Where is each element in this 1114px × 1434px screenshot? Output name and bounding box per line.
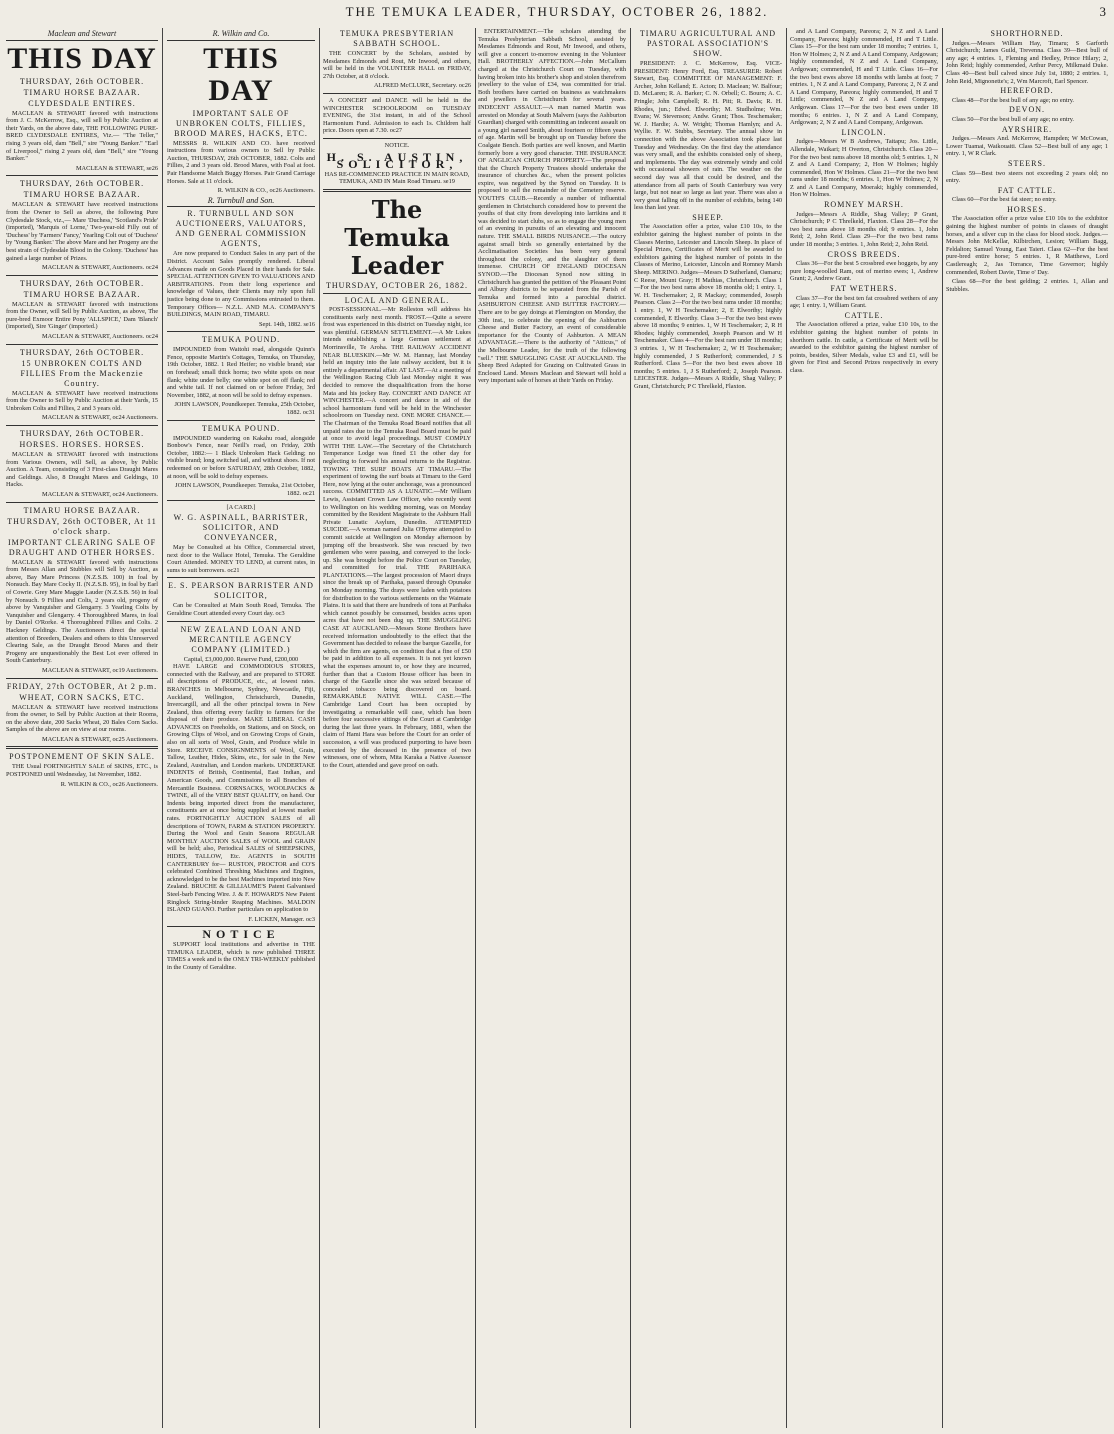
column-rule bbox=[786, 28, 787, 1428]
section-heading: STEERS. bbox=[1008, 158, 1046, 168]
article-body: POST-SESSIONAL.—Mr Rolleston will address his constituents early next month. FROST.—Quite a severe frost was experienced in this district on Tuesday night, ice was plentiful. GERMAN SETTLEMENT.—A Mr Lukes intends establishing a large German settlement at Morrinsville, Te Aroha. THE RAILWAY ACCIDENT NEAR BLUESKIN.—Mr W. M. Hannay, last Monday held an inquiry into the late railway accident, but it is entirely a departmental affair. AT LAST.—At a meeting of the Wellington Racing Club last Monday night it was decided to remove the disqualification from the horse Mata and his jockey Ray. CONCERT AND DANCE AT WINCHESTER.—A concert and dance in aid of the school harmonium fund will be held in the Winchester schoolroom on Tuesday next. ONE MORE CHANCE.—The Chairman of the Temuka Road Board notifies that all unpaid rates due to the Temuka Road Board must be paid at once to avoid legal proceedings. MUST COMPLY WITH THE LAW.—The Secretary of the Christchurch Temperance Lodge was fined £1 the other day for neglecting to forward his annual returns to the Registrar. TOWING THE SURF BOATS AT TIMARU.—The experiment of towing the surf boats at Timaru to the Gerd Here, now lying at the outer anchorage, was a pronounced success. COMMITTED AS A LUNATIC.—Mr William Lewis, Assistant Crown Law Officer, who recently went to Wellington on his wedding morning, was on Monday committed by the Resident Magistrate to the Ashburn Hall Private Lunatic Asylum, Dunedin. ATTEMPTED SUICIDE.—A woman named Julia O'Byrne attempted to commit suicide at Wellington on Monday afternoon by jumping off the breastwork. She was rescued by two gentlemen who were passing, and conveyed to the lock-up. She was brought before the Police Court on Tuesday, and committed for trial. THE PARIHAKA PLANTATIONS.—The largest procession of Maori drays since the break up of Parihaka, passed through Opunake on Monday morning. The drays were laden with potatoes for distribution to the various settlements on the Waimate Plains. It is said that there are hundreds of tons at Parihaka which cannot possibly be consumed, besides acres upon acres that have not been dug up. THE SMUGGLING CASE AT AUCKLAND.—Messrs Stone Brothers have received information undoubtedly to the effect that the Government has decided to release the barque Gazelle, for which the firm are agents, on condition that a fine of £50 be paid in addition to all expenses. It is not yet known what the expenses amount to, or how they are incurred, further than that a Custom House officer has been in charge of the Gazelle since she was seized because of concealed tobacco being discovered on board. REMARKABLE NATIVE WILL CASE.—The Cambridge Land Court has been occupied by investigating a remarkable will case, which has been before four successive sittings of the Court at Cambridge during the last three years. In February, 1881, when the claim of Hami Hara was before the Court for an order of succession, a will was produced purporting to have been executed by the deceased in the presence of two witnesses, one of whom, Mita Karaka a Native Assessor to the Court, attended and gave proof on oath. bbox=[323, 306, 471, 769]
column-4 bbox=[478, 28, 626, 1428]
article-body: and A Land Company, Pareora; 2, N Z and A Land Company, Pareora; highly commended, H and T Little. Class 15—For the best ram under 18 months; 7 entries. 1, Hon W Holmes; 2, N Z and A Land Company, Ardgowan; highly commended, N Z and A Land Company, Ardgowan; commended, H and T Little. Class 16—For the two best ewes above 18 months with lambs at foot; 7 entries. 1, N Z and A Land Company, Pareora; 2, N Z and A Land Company, Pareora; highly commended, H and T Little; commended, N Z and A Land Company, Ardgowan. Class 17—For the two best ewes under 18 months; 6 entries. 1, N Z and A Land Company, Ardgowan; 2, N Z and A Land Company, Ardgowan. bbox=[790, 28, 938, 127]
pound-title: TEMUKA POUND. bbox=[201, 423, 281, 433]
section-heading: LOCAL AND GENERAL. bbox=[344, 295, 450, 305]
sale-date: THURSDAY, 26th OCTOBER. bbox=[19, 429, 145, 439]
column-2 bbox=[167, 28, 315, 1428]
article-body: The Association offered a prize, value £10 10s, to the exhibitor gaining the highest number of points in shorthorn cattle. In cattle, a Certificate of Merit will be awarded to the exhibitor gaining the highest number of points, besides, Silver Medals, value £3 and £1, will be given for First and Second Prizes respectively in every class. bbox=[790, 321, 938, 374]
ad-body: HAS RE-COMMENCED PRACTICE IN MAIN ROAD, TEMUKA, AND IN Main Road Timaru. se19 bbox=[324, 170, 470, 186]
advertiser-header: R. Turnbull and Son. bbox=[167, 197, 315, 208]
article-body: Class 59—Best two steers not exceeding 2 years old; no entry. bbox=[946, 169, 1108, 185]
page-number: 3 bbox=[1099, 4, 1106, 19]
section-heading: ROMNEY MARSH. bbox=[824, 200, 904, 210]
ad-body: MACLEAN & STEWART have received instructions from the Owner to Sell by Public Auction at their Yards, 15 Unbroken Colts and Fillies, 2 and 3 years old. bbox=[6, 389, 158, 412]
article-body: ENTERTAINMENT.—The scholars attending the Temuka Presbyterian Sabbath School, assisted by Mesdames Edmonds and Rout, Mr Inwood, and others, will give a concert to-morrow evening in the Volunteer Hall. BROTHERLY AFFECTION.—John McCallum charged at the Christchurch Court on Tuesday, with having broken into his brother's shop and stolen therefrom jewellery to the value of £34, was committed for trial. Both brothers have carried on business as watchmakers and jewellers in Christchurch for several years. INDECENT ASSAULT.—A man named Martin was arrested on Monday at South Malvern (says the Ashburton Guardian) charged with committing an indecent assault on a young girl named Smith, about fourteen or fifteen years of age. Martin will be brought up on Tuesday before the Coalgate Bench. Both parties are well known, and Martin formerly bore a very good character. THE INSURANCE OF ANGLICAN CHURCH PROPERTY.—The proposal that the Church Property Trustees should undertake the insurance of churches &c., when the present policies expire, was negatived by the Synod on Tuesday. It is proposed to sell the remainder of the Cemetery reserve. YOUTH'S CLUB.—Recently a number of influential gentlemen in Christchurch considered how to prevent the youths of that city from developing into larrikins and it was decided to start clubs, so as to engage the young men of an evening in pursuits of an elevating and innocent nature. THE SMALL BIRDS NUISANCE.—The outcry against small birds so generally entertained by the Acclimatisation Societies has been very general throughout the colony, and the slaughter of them immense. CHURCH OF ENGLAND DIOCESAN SYNOD.—The Diocesan Synod now sitting in Christchurch has granted the petition of 'the Pleasant Point and Albury districts to be separated from the Parish of Temuka and formed into a parochial district. ASHBURTON CHEESE AND BUTTER FACTORY.—There are to be gay doings at Flemington on Monday, the 30th inst., to celebrate the opening of the Ashburton Cheese and Butter Factory, an event of considerable importance for the County of Ashburton. A MEAN ADVANTAGE.—There is the authority of "Atticus," of the Melbourne Leader, for the truth of the following "sell." THE SMUGGLING CASE AT AUCKLAND. The Sheep Bred Adapted for Grazing on Cultivated Grass in Enclosed Land. Messrs Maclean and Stewart will hold a very important sale of horses at their Yards on Friday. bbox=[478, 28, 626, 385]
issue-date: THURSDAY, OCTOBER 26, 1882. bbox=[326, 280, 468, 290]
article-body: Class 50—For the best bull of any age; no entry. bbox=[952, 115, 1075, 123]
column-7 bbox=[946, 28, 1108, 1428]
notice-heading: NOTICE. bbox=[384, 141, 410, 149]
advertiser-header: Maclean and Stewart bbox=[6, 30, 158, 41]
section-heading: LINCOLN. bbox=[841, 127, 887, 137]
sale-title: IMPORTANT SALE OF UNBROKEN COLTS, FILLIES, BROOD MARES, HACKS, ETC. bbox=[174, 108, 308, 138]
section-heading: SHEEP. bbox=[692, 212, 724, 222]
article-body: Judges—Messrs W B Andrews, Taitapu; Jos. Little, Allendale, Waikari; H Overton, Christchurch. Class 20—For the two best rams above 18 months old; 5 entries. 1, N Z and A Land Company; 2, Hon W Holmes; highly commended, Hon W Holmes. Class 21—For the two best rams under 18 months; 6 entries. 1, Hon W Holmes; 2, N Z and A Land Company, Moeraki; highly commended, Hon W Holmes. bbox=[790, 138, 938, 199]
ad-body: May be Consulted at his Office, Commercial street, next door to the Wallace Hotel, Temuka. The Geraldine Court Attended. MONEY TO LEND, at current rates, in sums to suit borrowers. oc21 bbox=[167, 543, 315, 574]
sale-title: IMPORTANT CLEARING SALE OF DRAUGHT AND OTHER HORSES. bbox=[7, 537, 157, 557]
ad-signature: ALFRED McCLURE, Secretary. oc26 bbox=[374, 82, 471, 90]
ad-body: IMPOUNDED wandering on Kakahu road, alongside Bonbow's Fence, near Neill's road, on Friday, 20th October, 1882:— 1 Black Unbroken Hack Gelding; no visible brand; long switched tail, and without shoes. If not redeemed on or before SATURDAY, 28th October, 1882, at noon, will be sold to defray expenses. bbox=[167, 434, 315, 480]
ad-body: SUPPORT local institutions and advertise in THE TEMUKA LEADER, which is now published THREE TIMES a week and is the ONLY TRI-WEEKLY published in the County of Geraldine. bbox=[167, 940, 315, 971]
ad-signature: R. WILKIN & CO., oc26 Auctioneers. bbox=[217, 187, 315, 195]
section-heading: HEREFORD. bbox=[1000, 86, 1054, 96]
notice-title: TEMUKA PRESBYTERIAN SABBATH SCHOOL. bbox=[339, 29, 455, 48]
ad-body: MACLEAN & STEWART favored with instructions from the Owner, will Sell by Public Auction, as above, The pure-bred Exmoor Entire Pony 'ALLSPICE,' Dam 'Blanch' (imported), Sire 'Ginger' (imported.) bbox=[6, 300, 158, 331]
ad-signature: MACLEAN & STEWART, oc24 Auctioneers. bbox=[42, 414, 158, 422]
sale-venue: TIMARU HORSE BAZAAR. bbox=[23, 505, 141, 515]
ad-body: MACLEAN & STEWART favored with instructions from Messrs Allan and Stubbles will Sell by Auction, as above, Bay Mare Princess (N.Z.S.B. 100) in foal by Nonsuch. Bay Mare Cocky II. (N.Z.S.B. 95), in foal by Earl of Cowrie. Grey Mare Maggie Lauder (N.Z.S.B. 56) in foal by Nonsuch. 9 Fillies and Colts, 2 years old, progeny of above by Vanquisher and Glengarry. 3 Yearling Colts by Vanquisher and Glengarry. 4 Thoroughbred Mares, in foal by Daniel O'Rorke. 4 Thoroughbred Fillies and Colts. 2 Hackney Geldings. The Auctioneers direct the special attention of Breeders, Dealers and others to this Unreserved Clearing Sale, as the Draught Brood Mares and their Progeny are unquestionably the Best Lot ever offered in South Canterbury. bbox=[6, 558, 158, 665]
ad-body: Are now prepared to Conduct Sales in any part of the District. Account Sales promptly rendered. Liberal Advances made on Goods Placed in their hands for Sale. SPECIAL ATTENTION GIVEN TO VALUATIONS AND ARBITRATIONS. From their long experience and knowledge of Values, their Clients may rely upon full justice being done to any Commissions entrusted to them. Temporary Offices— N.Z.L. AND M.A. COMPANY'S BUILDINGS, MAIN ROAD, TIMARU. bbox=[167, 250, 315, 319]
ad-signature: R. WILKIN & CO., oc26 Auctioneers. bbox=[60, 780, 158, 788]
column-1 bbox=[6, 28, 158, 1428]
sale-date: THURSDAY, 26th OCTOBER. bbox=[19, 278, 145, 288]
sale-title: HORSES. HORSES. HORSES. bbox=[19, 440, 145, 450]
ad-signature: MACLEAN & STEWART, se26 bbox=[75, 164, 158, 172]
sale-date: FRIDAY, 27th OCTOBER, At 2 p.m. bbox=[6, 681, 158, 691]
article-title: TIMARU AGRICULTURAL AND PASTORAL ASSOCIATION'S SHOW. bbox=[639, 29, 777, 58]
ad-signature: MACLEAN & STEWART, oc25 Auctioneers. bbox=[42, 735, 158, 743]
ad-signature: MACLEAN & STEWART, oc24 Auctioneers. bbox=[42, 491, 158, 498]
column-rule bbox=[319, 28, 320, 1428]
notice-heading: NOTICE bbox=[202, 927, 280, 942]
masthead-title: THE TEMUKA LEADER, THURSDAY, OCTOBER 26, 1882. bbox=[345, 4, 769, 19]
column-3 bbox=[323, 28, 471, 1428]
ad-signature: MACLEAN & STEWART, Auctioneers. oc24 bbox=[42, 333, 158, 341]
sale-venue: TIMARU HORSE BAZAAR. bbox=[23, 190, 141, 200]
section-heading: DEVON. bbox=[1009, 105, 1045, 115]
section-heading: SHORTHORNED. bbox=[990, 29, 1064, 38]
sale-title: POSTPONEMENT OF SKIN SALE. bbox=[9, 752, 155, 762]
article-body: Class 68—For the best gelding; 2 entries. 1, Allan and Stubbles. bbox=[946, 278, 1108, 293]
capital-line: Capital, £3,000,000. Reserve Fund, £200,000 bbox=[183, 655, 299, 663]
section-heading: HORSES. bbox=[1007, 204, 1047, 214]
sale-title: WHEAT, CORN SACKS, ETC. bbox=[19, 692, 145, 702]
pound-title: TEMUKA POUND. bbox=[201, 335, 281, 345]
section-heading: CROSS BREEDS. bbox=[827, 249, 901, 259]
sale-date: THURSDAY, 26th OCTOBER, At 11 o'clock sharp. bbox=[7, 516, 157, 536]
ad-body: MESSRS R. WILKIN AND CO. have received instructions from various owners to Sell by Public Auction, THURSDAY, 26th OCTOBER, 1882. Colts and Fillies, 2 and 3 years old. Brood Mares, with Foal at foot. Pair Handsome Match Buggy Horses. Pair Grand Carriage Horses. Sale at 11 o'clock. bbox=[167, 139, 315, 185]
sale-date: THURSDAY, 26th OCTOBER. bbox=[19, 179, 145, 189]
ad-signature: JOHN LAWSON, Poundkeeper. Temuka, 25th October, 1882. oc31 bbox=[174, 401, 315, 417]
article-body: Class 60—For the best fat steer; no entry. bbox=[952, 196, 1057, 204]
ad-body: Can be Consulted at Main South Road, Temuka. The Geraldine Court attended every Court day. oc3 bbox=[167, 602, 315, 617]
article-body: The Association offer a prize, value £10 10s, to the exhibitor gaining the highest number of points in the Classes Merino, Leicester and Lincoln Sheep. In place of Special Prizes, Certificates of Merit will be awarded to exhibitors gaining the highest number of points in the Classes of Merino, Leicester, Lincoln and Romney Marsh Sheep. MERINO. Judges—Messrs D Sutherland, Oamaru; C Reese, Mount Gray; H Mathias, Christchurch. Class 1—For the two best rams above 18 months old; 1 entry. 1, W. H. Teschemaker; 2, R Mackay; commended, Joseph Pearson. Class 2—For the two best rams under 18 months; 1 entry. 1, W H Teschemaker; 2, E Elworthy; highly commended, E Elworthy. Class 3—For the two best ewes above 18 months; 9 entries. 1, W H Teschemaker; 2, R H Rhodes; highly commended, Joseph Pearson and W H Teschemaker. Class 4—For the best ram under 18 months; 3 entries. 1, W H Teschemaker; 2, W H Teschemaker; highly commended, J S Rutherford; commended, J S Rutherford. Class 5—For the two best ewes above 18 months; 5 entries. 1, J S Rutherford; 2, Joseph Pearson. LEICESTER. Judges—Messrs A Riddle, Shag Valley; P Grant, Christchurch; P C Threlkeld, Flaxton. bbox=[634, 223, 782, 390]
section-heading: AYRSHIRE. bbox=[1001, 124, 1053, 134]
sale-venue: TIMARU HORSE BAZAAR. bbox=[23, 289, 141, 299]
ad-body: IMPOUNDED from Waitohi road, alongside Quinn's Fence, opposite Martin's Cottages, Temuka, on Thursday, 19th October, 1882. 1 Red Heifer; no visible brand; star on forehead; small thick horns; two white spots on near flank; white under belly; one white spot on off flank; red and white tail. If not claimed on or before Friday, 3rd November, 1882, at noon will be sold to defray expenses. bbox=[167, 346, 315, 399]
ad-body: THE CONCERT by the Scholars, assisted by Mesdames Edmonds and Rout, Mr Inwood, and others, will be held in the VOLUNTEER HALL on FRIDAY, 27th October, at 8 o'clock. bbox=[323, 50, 471, 80]
newspaper-title: The Temuka Leader bbox=[344, 194, 450, 280]
column-rule bbox=[942, 28, 943, 1428]
article-body: Judges.—Messrs And. McKerrow, Hampden; W McCowan, Lower Tuamai, Waikouaiti. Class 52—Best bull of any age; 1 entry. 1, W R Clark. bbox=[946, 135, 1108, 158]
article-body: PRESIDENT: J. C. McKerrow, Esq. VICE-PRESIDENT: Henry Ford, Esq. TREASURER: Robert Stewart, Esq. COMMITTEE OF MANAGEMENT: F. Archer, John Kelland; E. Acton; D. Maclean; W. Balfour; D. McLaren; R. A. Barker; C. N. Orbell; C. Bourn; A. C. Pringle; John Campbell; R. H. Pitt; R. Davis; R. H. Rhodes, jun.; Edwd. Elworthy; M. Studholme; Wm. Evans; W. Stevenson; Andw. Grant; Thos. Teschemaker; W. J. Hardie; A. W. Wright; Thomas Hamlyn; and A. Wyllie. F. W. Stubbs, Secretary. The annual show in connection with the above Association took place last Tuesday and Wednesday. On the first day the attendance was very small, and the exhibits consisted only of sheep, and implements. The day was extremely windy and cold with occasional showers of rain. The weather on the second day was all that could be desired, and the attendance from all parts of South Canterbury was very large, but not near so large as last year. There was also a very great falling off in the number of exhibits, being 140 less than last year. bbox=[634, 60, 782, 212]
ad-signature: JOHN LAWSON, Poundkeeper. Temuka, 21st October, 1882. oc21 bbox=[175, 482, 315, 497]
ad-body: MACLEAN & STEWART have received instructions from the owner, to Sell by Public Auction at their Rooms, on the above date, 200 Sacks Wheat, 20 Bales Corn Sacks. Samples of the above are on view at our rooms. bbox=[6, 703, 158, 734]
article-body: Class 48—For the best bull of any age; no entry. bbox=[952, 96, 1075, 104]
ad-body: HAVE LARGE and COMMODIOUS STORES, connected with the Railway, and are prepared to STORE all descriptions of PRODUCE, etc., at lowest rates. BRANCHES in Melbourne, Sydney, Newcastle, Fiji, Auckland, Wellington, Christchurch, Dunedin, Invercargill, and all the other principal towns in New Zealand, thus offering every facility to farmers for the disposal of their produce. MAKE LIBERAL CASH ADVANCES on Freeholds, on Stations, and on Stock, on Growing Clips of Wool, and on Growing Crops of Grain, also on all sorts of Wool, Grain, and Produce while in Store. RECEIVE CONSIGNMENTS of Wool, Grain, Tallow, Leather, Hides, Skins, etc., for sale in the New Zealand, Australian, and London markets. UNDERTAKE INDENTS of British, Continental, East Indian, and American Goods, and Commissions to all Branches of Mercantile Business. CORNSACKS, WOOLPACKS & TWINE, all of the VERY BEST QUALITY, on hand. Our Indents being imported direct from the manufacturer, constituents are at once being supplied at lowest market rates. FORTNIGHTLY AUCTION SALES of all descriptions of TOWN, FARM & STATION PROPERTY. During the Wool and Grain Seasons REGULAR MONTHLY AUCTION SALES of WOOL and GRAIN will be held; also, Periodical SALES of SHEEPSKINS, HIDES, TALLOW, Etc. AGENTS in SOUTH CANTERBURY for— RUSTON, PROCTOR and CO'S celebrated Combined Threshing Machines and Engines, acknowledged to be the best Machines imported into New Zealand. BRUCHE & GILLIAUME'S Patent Galvanised Steel-barb Fencing Wire. J. & F. HOWARD'S New Patent Ringlock String-binder Reaping Machines. MALDON ISLAND GUANO. Further particulars on application to bbox=[167, 663, 315, 914]
article-body: Judges.—Messrs William Hay, Timaru; S Garforth Christchurch; James Guild, Trevenna. Class 39—Best bull of any age; 4 entries. 1, Fleming and Hedley, Prince Hilary; 2, John Reid; highly commended, Arthur Percy, Milkmaid Duke. Class 40—Best bull calved since July 1st, 1880; 2 entries. 1, John Reid, Mignonette's; 2, Wm Marcroft, Earl Spencer. bbox=[946, 39, 1108, 85]
ad-body: A CONCERT and DANCE will be held in the WINCHESTER SCHOOLROOM on TUESDAY EVENING, the 31st instant, in aid of the School Harmonium Fund. Admission to each 1s. Children half price. Doors open at 7.30. oc27 bbox=[323, 96, 471, 135]
this-day-heading: THIS DAY bbox=[7, 41, 157, 75]
advertiser-header: R. Wilkin and Co. bbox=[167, 30, 315, 41]
section-heading: FAT CATTLE. bbox=[997, 185, 1057, 195]
section-heading: FAT WETHERS. bbox=[830, 284, 898, 293]
sale-title: CLYDESDALE ENTIRES. bbox=[28, 98, 136, 108]
article-body: The Association offer a prize value £10 10s to the exhibitor gaining the highest number of points in classes of draught horses, and a silver cup in the class for blood stock. Judges.—Messrs John McKellar, Kilbirchen, Lesion; William Bagg, Feldalton; Samuel Young, East Taieri. Class 62—For the best pure-bred entire horse; 5 entries. 1, R Matthews, Lord Castlereagh; 2, Jas Torrance, Time Governor; highly commended, Robert Davie, Time o' Day. bbox=[946, 215, 1108, 276]
ad-body: THE Usual FORTNIGHTLY SALE of SKINS, ETC., is POSTPONED until Wednesday, 1st November, 1882. bbox=[6, 763, 158, 779]
ad-signature: Sept. 14th, 1882. se16 bbox=[259, 320, 315, 328]
column-rule bbox=[162, 28, 163, 1428]
article-body: Judges—Messrs A Riddle, Shag Valley; P Grant, Christchurch; P C Threlkeld, Flaxton. Class 28—For the two best rams above 18 months old; 9 entries. 1, John Reid; 2, John Reid. Class 29—For the two best rams under 18 months; 3 entries. 1, John Reid; 2, John Reid. bbox=[790, 210, 938, 249]
column-rule bbox=[630, 28, 631, 1428]
sale-date: THURSDAY, 26th OCTOBER. bbox=[19, 347, 145, 357]
column-5 bbox=[634, 28, 782, 1428]
ad-signature: MACLEAN & STEWART, Auctioneers. oc24 bbox=[42, 264, 158, 272]
firm-title: H. S. AUSTIN, SOLICITOR, bbox=[326, 149, 468, 172]
ad-signature: F. LICKEN, Manager. oc3 bbox=[248, 915, 315, 923]
sale-venue: TIMARU HORSE BAZAAR. bbox=[23, 87, 141, 97]
section-heading: CATTLE. bbox=[844, 310, 884, 320]
firm-title: E. S. PEARSON BARRISTER AND SOLICITOR, bbox=[168, 581, 314, 601]
sale-title: 15 UNBROKEN COLTS AND FILLIES From the Mackenzie Country. bbox=[20, 358, 144, 388]
ad-body: MACLEAN & STEWART favored with instructions from J. C. McKerrow, Esq., will sell by Public Auction at their Yards, on the above date, THE FOLLOWING PURE-BRED CLYDESDALE ENTIRES, Viz.— "The Teller," rising 3 years old, dam "Bell," sire "Young Banker." "Earl of Liverpool," rising 2 years old, dam "Bell," sire "Young Banker." bbox=[6, 109, 158, 163]
ad-body: MACLEAN & STEWART have received instructions from the Owner to Sell as above, the following Pure Clydesdale Stock, viz.,— Mare 'Duchess,' 'Scotland's Pride' (imported), 'Marquis of Lorne,' Two-year-old Filly out of 'Duchess' by 'Farmers' Fancy,' Yearling Colt out of 'Duchess' by 'Young Banker.' The above Mare and her Progeny are the best strain of Clydesdale Blood in the Colony. 'Duchess' has gained a large number of Prizes. bbox=[6, 201, 158, 262]
masthead bbox=[0, 4, 1114, 22]
firm-title: NEW ZEALAND LOAN AND MERCANTILE AGENCY COMPANY (LIMITED.) bbox=[180, 624, 302, 654]
ad-body: MACLEAN & STEWART favored with instructions from Various Owners, will Sell, as above, by Public Auction. A Team, consisting of 3 First-class Draught Mares and Geldings. Also, 8 Draught Mares and Geldings, 10 Hacks. bbox=[6, 451, 158, 489]
card-label: [A CARD.] bbox=[226, 504, 256, 512]
article-body: Class 37—For the best ten fat crossbred wethers of any age; 1 entry. 1, William Grant. bbox=[790, 294, 938, 310]
sale-date: THURSDAY, 26th OCTOBER. bbox=[19, 76, 145, 86]
this-day-heading: THIS DAY bbox=[203, 41, 279, 107]
column-6 bbox=[790, 28, 938, 1428]
article-body: Class 36—For the best 5 crossbred ewe hoggets, by any pure long-woolled Ram, out of merino ewes; 1, Andrew Grant; 2, Andrew Grant. bbox=[790, 260, 938, 283]
firm-title: R. TURNBULL AND SON AUCTIONEERS, VALUATORS, AND GENERAL COMMISSION AGENTS, bbox=[175, 209, 307, 249]
column-rule bbox=[475, 28, 476, 1428]
firm-title: W. G. ASPINALL, BARRISTER, SOLICITOR, AND CONVEYANCER, bbox=[173, 512, 309, 542]
ad-signature: MACLEAN & STEWART, oc19 Auctioneers. bbox=[42, 666, 158, 674]
